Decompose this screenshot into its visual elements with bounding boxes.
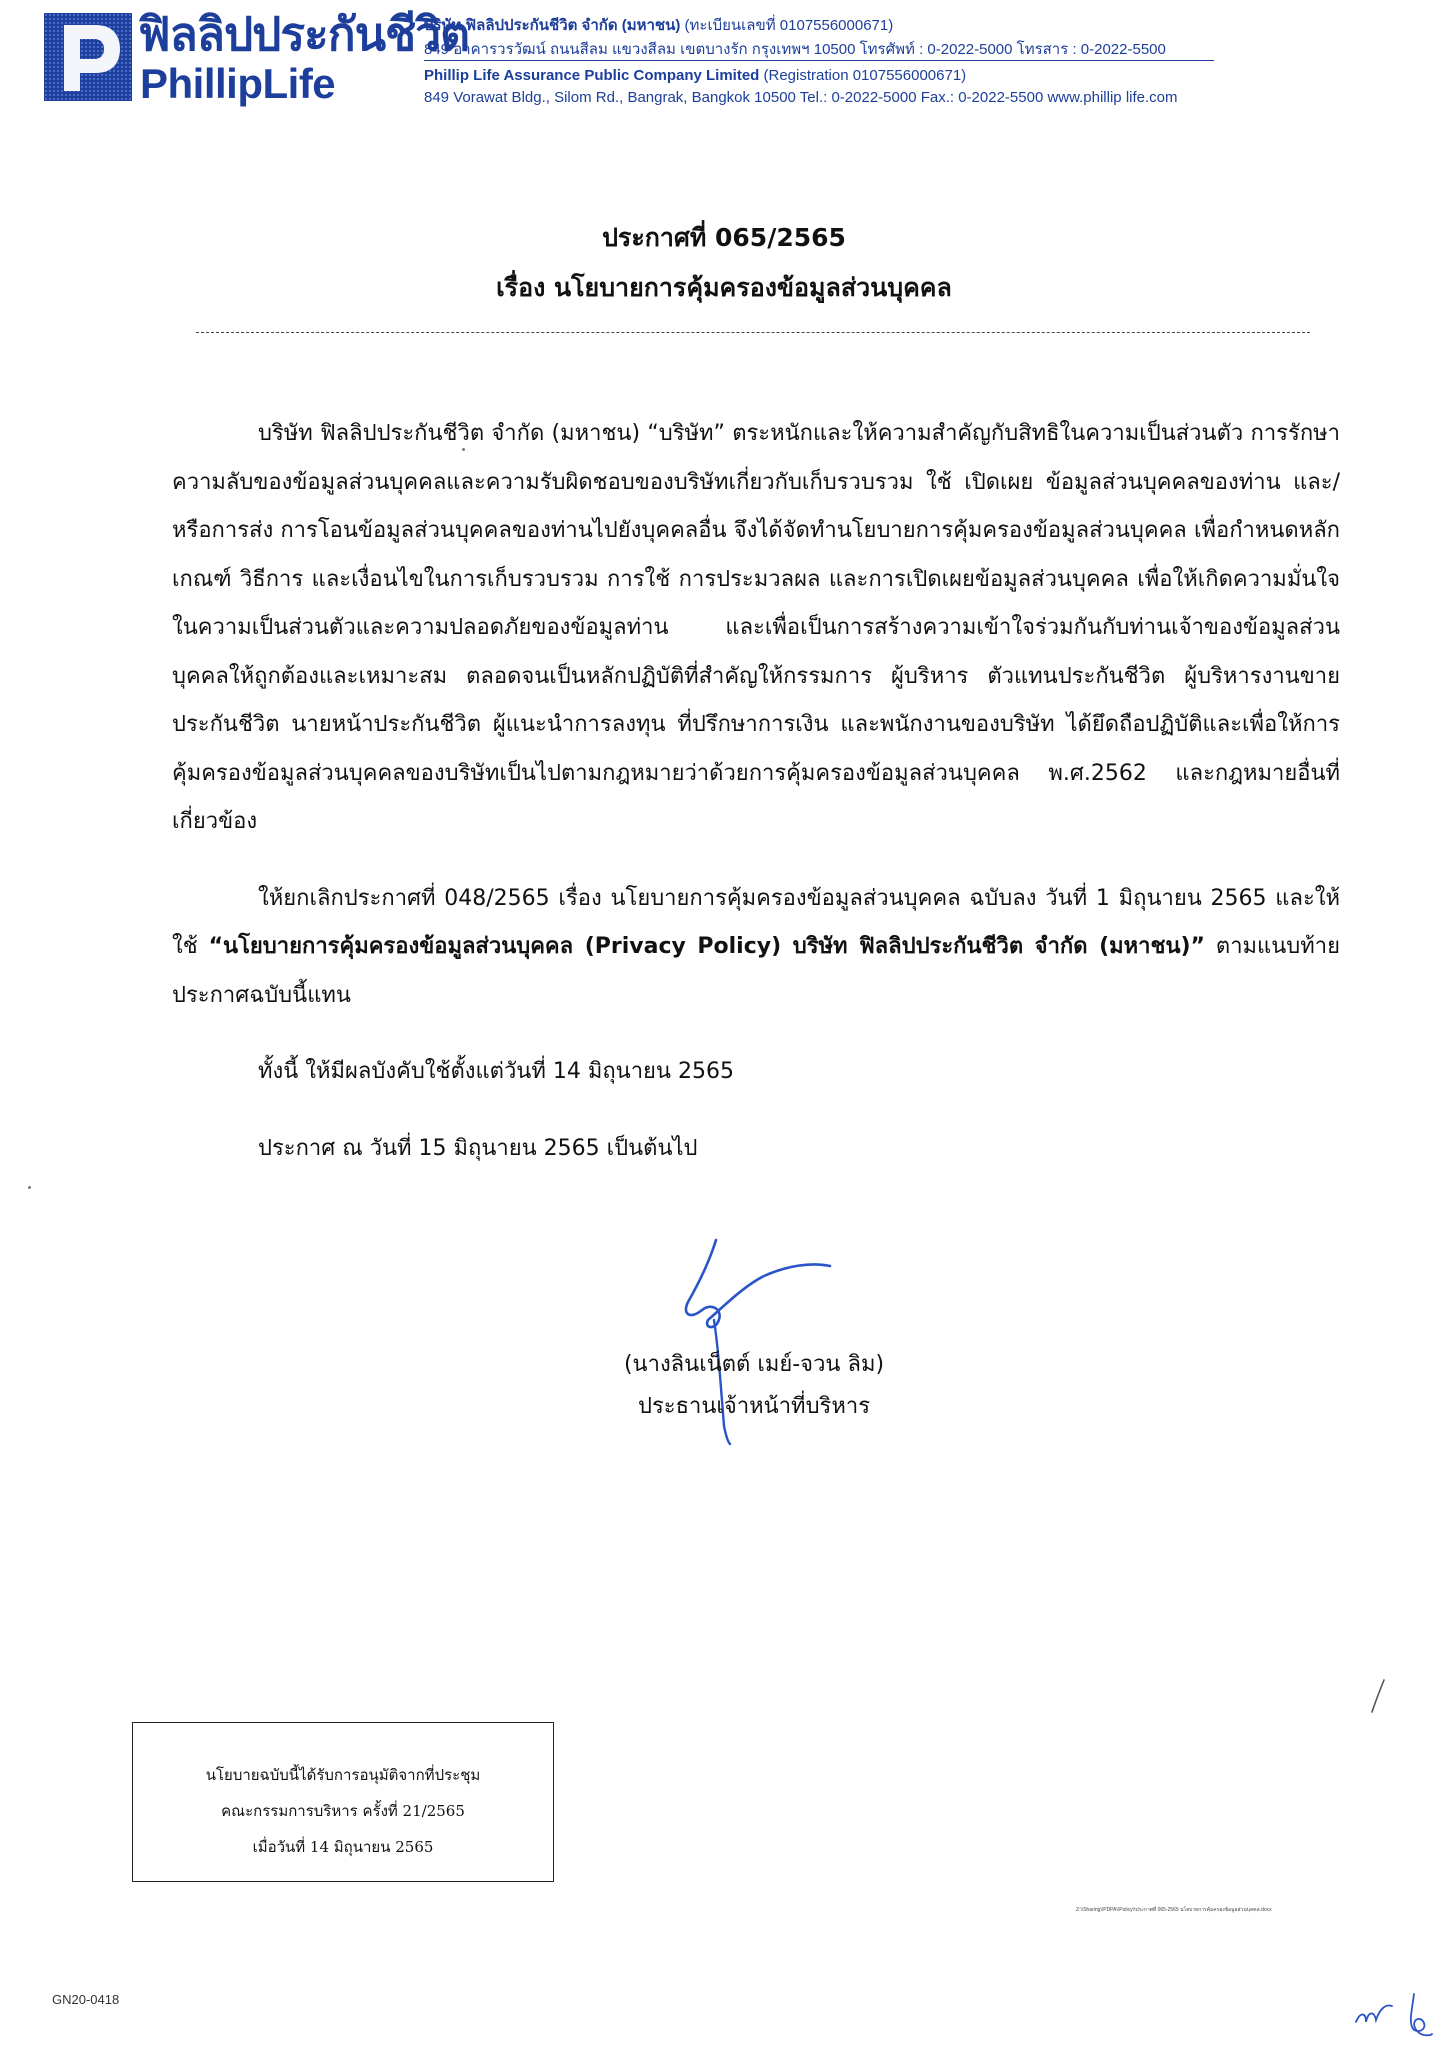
signer-position: ประธานเจ้าหน้าที่บริหาร (637, 1394, 871, 1419)
english-company-name: Phillip Life Assurance Public Company Limited (424, 67, 760, 84)
thai-company-line (424, 13, 893, 37)
announcement-subject: เรื่อง นโยบายการคุ้มครองข้อมูลส่วนบุคคล (496, 273, 952, 302)
approval-line-2: คณะกรรมการบริหาร ครั้งที่ 21/2565 (221, 1802, 465, 1820)
approval-stamp-box (132, 1722, 554, 1882)
document-code: GN20-0418 (52, 1992, 120, 2007)
english-address: 849 Vorawat Bldg., Silom Rd., Bangrak, Bangkok 10500 Tel.: 0-2022-5000 Fax.: 0-2022-5500 www.phillip life.com (424, 89, 1178, 106)
announced-date-line: ประกาศ ณ วันที่ 15 มิถุนายน 2565 เป็นต้นไป (258, 1135, 698, 1161)
thai-company-name: บริษัท ฟิลลิปประกันชีวิต จำกัด (มหาชน) (424, 17, 681, 34)
company-logo-mark (44, 13, 132, 101)
revocation-text: ให้ยกเลิกประกาศที่ 048/2565 เรื่อง นโยบายการคุ้มครองข้อมูลส่วนบุคคล ฉบับลง วันที่ 1 มิถุนายน 2565 และให้ใช้ (172, 885, 1340, 959)
file-path-footnote: Z:\\Sharing\\PDPA\\Policy\\ประกาศที่ 065-2565 นโยบายการคุ้มครองข้อมูลส่วนบุคคล.docx (1076, 1907, 1272, 1913)
approval-line-3: เมื่อวันที่ 14 มิถุนายน 2565 (252, 1838, 434, 1856)
thai-address: 849 อาคารวรวัฒน์ ถนนสีลม แขวงสีลม เขตบางรัก กรุงเทพฯ 10500 โทรศัพท์ : 0-2022-5000 โทรสาร : 0-2022-5500 (424, 41, 1166, 58)
scan-speck (462, 448, 465, 451)
announcement-body (172, 410, 1340, 1201)
paragraph-policy-intro: บริษัท ฟิลลิปประกันชีวิต จำกัด (มหาชน) “บริษัท” ตระหนักและให้ความสำคัญกับสิทธิในความเป็นส่วนตัว การรักษาความลับของข้อมูลส่วนบุคคลและความรับผิดชอบของบริษัทเกี่ยวกับเก็บรวบรวม ใช้ เปิดเผย ข้อมูลส่วนบุคคลของท่าน และ/หรือการส่ง การโอนข้อมูลส่วนบุคคลของท่านไปยังบุคคลอื่น จึงได้จัดทำนโยบายการคุ้มครองข้อมูลส่วนบุคคล เพื่อกำหนดหลักเกณฑ์ วิธีการ และเงื่อนไขในการเก็บรวบรวม การใช้ การประมวลผล และการเปิดเผยข้อมูลส่วนบุคคล เพื่อให้เกิดความมั่นใจในความเป็นส่วนตัวและความปลอดภัยของข้อมูลท่าน และเพื่อเป็นการสร้างความเข้าใจร่วมกันกับท่านเจ้าของข้อมูลส่วนบุคคลให้ถูกต้องและเหมาะสม ตลอดจนเป็นหลักปฏิบัติที่สำคัญให้กรรมการ ผู้บริหาร ตัวแทนประกันชีวิต ผู้บริหารงานขายประกันชีวิต นายหน้าประกันชีวิต ผู้แนะนำการลงทุน ที่ปรึกษาการเงิน และพนักงานของบริษัท ได้ยึดถือปฏิบัติและเพื่อให้การคุ้มครองข้อมูลส่วนบุคคลของบริษัทเป็นไปตามกฎหมายว่าด้วยการคุ้มครองข้อมูลส่วนบุคคล พ.ศ.2562 และกฎหมายอื่นที่เกี่ยวข้อง (172, 421, 1340, 834)
handwritten-initials (1352, 1982, 1436, 2042)
announcement-number: ประกาศที่ 065/2565 (602, 223, 846, 252)
signer-name: (นางลินเน็ตต์ เมย์-จวน ลิม) (623, 1352, 885, 1377)
logo-english-wordmark: PhillipLife (140, 60, 336, 107)
thai-registration: (ทะเบียนเลขที่ 0107556000671) (684, 17, 894, 34)
english-registration: (Registration 0107556000671) (763, 67, 967, 84)
approval-line-1: นโยบายฉบับนี้ได้รับการอนุมัติจากที่ประชุม (205, 1766, 481, 1784)
scan-speck (28, 1186, 31, 1189)
pen-mark (1366, 1676, 1390, 1716)
effective-date-line: ทั้งนี้ ให้มีผลบังคับใช้ตั้งแต่วันที่ 14 มิถุนายน 2565 (258, 1059, 734, 1084)
logo-p-glyph (44, 13, 132, 101)
paragraph-revocation (172, 875, 1340, 1021)
letterhead-divider (424, 60, 1214, 61)
logo-thai-wordmark: ฟิลลิปประกันชีวิต (138, 7, 469, 61)
revocation-tail: ตามแนบท้ายประกาศฉบับนี้แทน (172, 934, 1340, 1008)
dashed-divider (196, 332, 1310, 333)
english-company-line (424, 67, 966, 84)
policy-name-bold: “นโยบายการคุ้มครองข้อมูลส่วนบุคคล (Privacy Policy) บริษัท ฟิลลิปประกันชีวิต จำกัด (มหาชน)” (208, 934, 1206, 959)
